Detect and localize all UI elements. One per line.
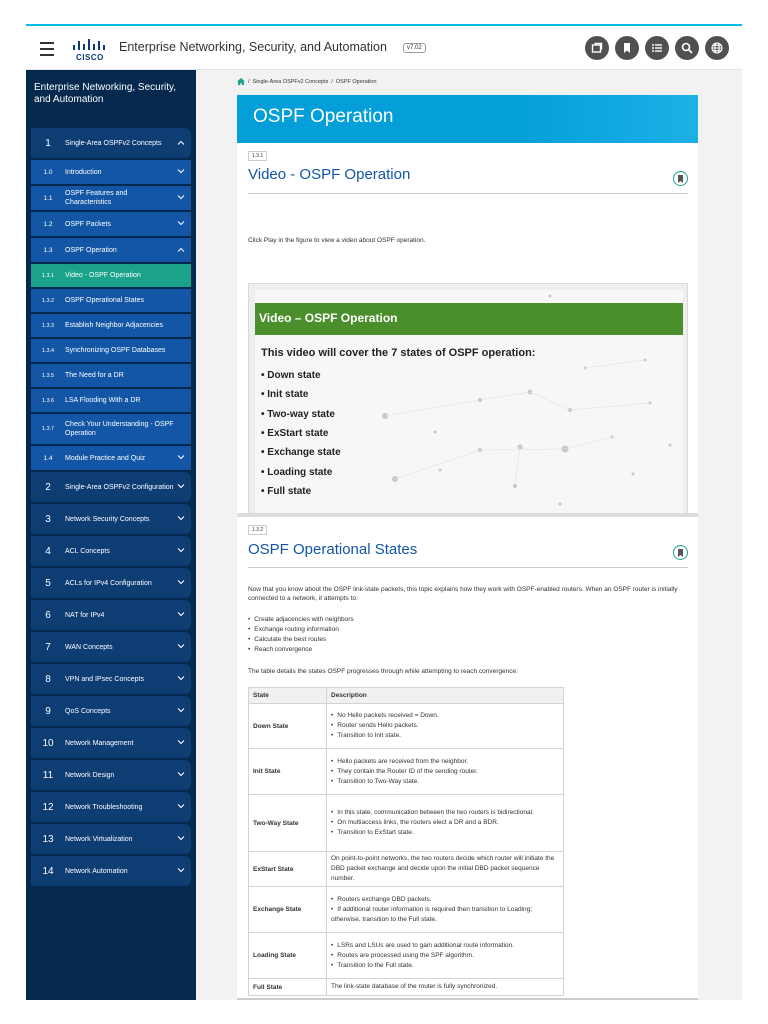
video-state-item [261, 409, 335, 420]
version-badge: v7.02 [403, 43, 426, 53]
chevron-down-icon[interactable] [175, 772, 187, 779]
chevron-down-icon[interactable] [175, 455, 187, 462]
video-state-item [261, 447, 341, 458]
sidebar-item-number: 1.2 [43, 220, 53, 228]
sidebar-item-label: ACLs for IPv4 Configuration [65, 579, 152, 587]
state-cell: Init State [249, 749, 327, 795]
section-title: OSPF Operational States [248, 541, 418, 558]
video-state-item [261, 389, 308, 400]
chevron-down-icon[interactable] [175, 740, 187, 747]
sidebar-item-label: OSPF Operation [65, 246, 117, 254]
description-item: • Transition to ExStart state. [331, 828, 559, 838]
list-item: • Reach convergence [248, 645, 354, 655]
chevron-down-icon[interactable] [175, 580, 187, 587]
sidebar-item-label: Single-Area OSPFv2 Concepts [65, 139, 162, 147]
description-item: • Routes are processed using the SPF algorithm. [331, 951, 559, 961]
sidebar-item-number: 7 [45, 641, 51, 653]
section-title: Video - OSPF Operation [248, 166, 411, 183]
table-row [249, 749, 564, 795]
state-cell: Exchange State [249, 887, 327, 933]
sidebar-item-label: QoS Concepts [65, 707, 111, 715]
sidebar-item-label: Network Virtualization [65, 835, 133, 843]
description-cell [327, 795, 564, 852]
sidebar-item[interactable] [31, 289, 191, 312]
main-content [237, 70, 698, 1000]
sidebar-item-label: Module Practice and Quiz [65, 454, 146, 462]
section-bookmark-icon[interactable] [673, 545, 688, 560]
section-text: Click Play in the figure to view a video about OSPF operation. [248, 237, 426, 244]
breadcrumb-item[interactable]: Single-Area OSPFv2 Concepts [252, 78, 329, 85]
video-title-bar [255, 303, 683, 335]
state-cell: Two-Way State [249, 795, 327, 852]
bullet-glyph: • [261, 370, 268, 381]
sidebar-item-number: 1.3.3 [41, 322, 55, 329]
description-item: • Transition to Init state. [331, 731, 559, 741]
state-cell: Loading State [249, 933, 327, 979]
sidebar-item-label: Synchronizing OSPF Databases [65, 347, 166, 354]
sidebar-item-label: Network Automation [65, 867, 128, 875]
app-title: Enterprise Networking, Security, and Automation [119, 40, 387, 54]
sidebar-item-number: 1.3.1 [41, 272, 55, 279]
video-state-label: Full state [267, 485, 312, 497]
video-state-label: ExStart state [267, 427, 329, 439]
sidebar-item[interactable] [31, 504, 191, 534]
chevron-down-icon[interactable] [175, 548, 187, 555]
goal-list [248, 615, 354, 655]
sidebar-item-label: ACL Concepts [65, 547, 110, 555]
sidebar-item-number: 12 [42, 801, 54, 813]
sidebar-item-label: Establish Neighbor Adjacencies [65, 322, 164, 329]
sidebar-item-label: Network Design [65, 771, 115, 779]
table-header-row [249, 688, 564, 704]
state-cell: Down State [249, 704, 327, 749]
sidebar-item-number: 1.3.2 [41, 297, 55, 304]
video-frame[interactable] [255, 290, 683, 514]
sidebar-item-label: WAN Concepts [65, 643, 113, 651]
sidebar-item-label: Network Security Concepts [65, 515, 150, 523]
sidebar-item[interactable] [31, 314, 191, 337]
table-header-state: State [249, 688, 327, 704]
window-icon[interactable] [585, 36, 609, 60]
chevron-down-icon[interactable] [175, 804, 187, 811]
sidebar-item-number: 1.3.5 [41, 372, 55, 379]
section-video-card [237, 143, 698, 515]
section-divider [248, 193, 688, 194]
description-text: The link-state database of the router is fully synchronized. [331, 983, 498, 990]
page-banner [237, 95, 698, 143]
sidebar-item-number: 13 [42, 833, 54, 845]
search-icon[interactable] [675, 36, 699, 60]
chevron-down-icon[interactable] [175, 836, 187, 843]
description-item: • Transition to the Full state. [331, 961, 559, 971]
description-item: • Transition to Two-Way state. [331, 777, 559, 787]
bullet-glyph: • [261, 466, 268, 478]
sidebar-item[interactable] [31, 446, 191, 470]
table-header-description: Description [327, 688, 564, 704]
sidebar-item[interactable] [31, 760, 191, 790]
sidebar-item[interactable] [31, 128, 191, 158]
sidebar-item-number: 1.1 [43, 194, 53, 202]
sidebar-item[interactable] [31, 414, 191, 444]
bullet-glyph: • [261, 389, 268, 401]
chevron-down-icon[interactable] [175, 195, 187, 202]
sidebar-item-number: 5 [45, 577, 51, 589]
state-cell: Full State [249, 979, 327, 996]
chevron-up-icon[interactable] [175, 247, 187, 254]
video-intro: This video will cover the 7 states of OSPF operation: [261, 347, 536, 359]
state-cell: ExStart State [249, 852, 327, 887]
description-item: • Router sends Hello packets. [331, 721, 559, 731]
chevron-down-icon[interactable] [175, 868, 187, 875]
sidebar-item-number: 1.0 [43, 168, 53, 176]
description-cell [327, 979, 564, 996]
sidebar-item[interactable] [31, 728, 191, 758]
sidebar-item[interactable] [31, 472, 191, 502]
list-item: • Exchange routing information [248, 625, 354, 635]
bullet-glyph: • [261, 427, 268, 439]
chevron-down-icon[interactable] [175, 676, 187, 683]
description-list [331, 757, 559, 787]
sidebar [26, 70, 196, 1000]
table-row [249, 979, 564, 996]
description-cell [327, 749, 564, 795]
breadcrumb-separator: / [248, 78, 250, 85]
sidebar-item-number: 14 [42, 865, 54, 877]
video-state-label: Loading state [267, 466, 333, 478]
table-intro: The table details the states OSPF progresses through while attempting to reach convergence: [248, 668, 518, 675]
description-item: • On multiaccess links, the routers elect a DR and a BDR. [331, 818, 559, 828]
description-cell [327, 887, 564, 933]
sidebar-item[interactable] [31, 664, 191, 694]
bullet-glyph: • [261, 485, 268, 497]
sidebar-item-number: 1.3.4 [41, 347, 55, 354]
sidebar-item[interactable] [31, 824, 191, 854]
chevron-up-icon[interactable] [175, 140, 187, 147]
description-item: • No Hello packets received = Down. [331, 711, 559, 721]
list-item: • Calculate the best routes [248, 635, 354, 645]
sidebar-item[interactable] [31, 600, 191, 630]
sidebar-item-label: The Need for a DR [65, 372, 124, 379]
description-item: • Hello packets are received from the neighbor. [331, 757, 559, 767]
chevron-down-icon[interactable] [175, 516, 187, 523]
video-state-item [261, 467, 332, 478]
sidebar-item[interactable] [31, 212, 191, 236]
globe-icon[interactable] [705, 36, 729, 60]
header [26, 26, 742, 70]
sidebar-item-number: 2 [45, 481, 51, 493]
sidebar-item[interactable] [31, 696, 191, 726]
sidebar-item-label: Check Your Understanding - OSPF Operation [65, 421, 174, 437]
video-state-label: Down state [267, 370, 321, 381]
video-state-label: Exchange state [267, 447, 341, 459]
sidebar-item[interactable] [31, 389, 191, 412]
description-text: On point-to-point networks, the two routers decide which router will initiate the DBD packet exchange and decide upon the initial DBD packet sequence number. [331, 855, 555, 882]
sidebar-item[interactable] [31, 186, 191, 210]
description-list [331, 711, 559, 741]
table-row [249, 933, 564, 979]
list-icon[interactable] [645, 36, 669, 60]
description-cell [327, 704, 564, 749]
video-state-label: Two-way state [267, 408, 335, 420]
section-number: 1.3.1 [248, 151, 267, 161]
sidebar-item-label: Video - OSPF Operation [65, 272, 141, 279]
home-icon[interactable] [237, 78, 245, 85]
table-row [249, 852, 564, 887]
sidebar-item[interactable] [31, 238, 191, 262]
sidebar-item-number: 1.3 [43, 246, 53, 254]
section-bookmark-icon[interactable] [673, 171, 688, 186]
video-state-item [261, 486, 311, 497]
sidebar-item-label: Network Management [65, 739, 134, 747]
sidebar-item[interactable] [31, 264, 191, 287]
sidebar-title: Enterprise Networking, Security, and Automation [34, 82, 177, 105]
sidebar-item-number: 8 [45, 673, 51, 685]
chevron-down-icon[interactable] [175, 708, 187, 715]
sidebar-item-number: 1.4 [43, 454, 53, 462]
chevron-down-icon[interactable] [175, 169, 187, 176]
table-row [249, 795, 564, 852]
video-state-item [261, 428, 328, 439]
description-list [331, 941, 559, 971]
description-cell [327, 852, 564, 887]
breadcrumb-item[interactable]: OSPF Operation [335, 78, 377, 85]
table-row [249, 887, 564, 933]
sidebar-item-label: Single-Area OSPFv2 Configuration [65, 483, 174, 491]
sidebar-item-number: 1.3.7 [41, 426, 55, 432]
list-item: • Create adjacencies with neighbors [248, 615, 354, 625]
sidebar-item-number: 4 [45, 545, 51, 557]
sidebar-item-label: VPN and IPsec Concepts [65, 675, 144, 683]
chevron-down-icon[interactable] [175, 484, 187, 491]
bullet-glyph: • [261, 447, 268, 459]
sidebar-item[interactable] [31, 364, 191, 387]
sidebar-item[interactable] [31, 568, 191, 598]
sidebar-item-number: 9 [45, 705, 51, 717]
bottom-separator [237, 998, 698, 1000]
sidebar-item-label: OSPF Operational States [65, 297, 144, 304]
sidebar-item-label: LSA Flooding With a DR [65, 397, 141, 404]
video-title: Video – OSPF Operation [259, 311, 398, 325]
description-item: • Routers exchange DBD packets. [331, 895, 559, 905]
section-divider [248, 567, 688, 568]
description-list [331, 808, 559, 838]
cisco-logo-text: CISCO [76, 53, 104, 62]
sidebar-list [31, 128, 191, 888]
video-state-label: Init state [267, 389, 309, 401]
sidebar-item-number: 1 [45, 137, 51, 149]
sidebar-item-label: Network Troubleshooting [65, 803, 143, 811]
app-frame [26, 24, 742, 1000]
description-list [331, 895, 559, 925]
sidebar-item-number: 10 [42, 737, 54, 749]
sidebar-item[interactable] [31, 632, 191, 662]
breadcrumb-separator: / [331, 78, 333, 85]
chevron-down-icon[interactable] [175, 644, 187, 651]
breadcrumb [237, 78, 377, 85]
bullet-glyph: • [261, 408, 268, 420]
table-row [249, 704, 564, 749]
sidebar-item[interactable] [31, 160, 191, 184]
chevron-down-icon[interactable] [175, 221, 187, 228]
sidebar-item[interactable] [31, 536, 191, 566]
description-item: • They contain the Router ID of the sending router. [331, 767, 559, 777]
hamburger-menu-icon[interactable] [40, 38, 54, 58]
sidebar-item-label: OSPF Packets [65, 220, 111, 228]
page-title: OSPF Operation [253, 106, 394, 127]
description-item: • LSRs and LSUs are used to gain additional route information. [331, 941, 559, 951]
bookmark-icon[interactable] [615, 36, 639, 60]
sidebar-item[interactable] [31, 792, 191, 822]
description-item: • If additional router information is required then transition to Loading; otherwise, transition to the Full state. [331, 905, 559, 925]
sidebar-item[interactable] [31, 339, 191, 362]
sidebar-item-label: Introduction [65, 168, 102, 176]
description-item: • In this state, communication between the two routers is bidirectional. [331, 808, 559, 818]
sidebar-item-number: 3 [45, 513, 51, 525]
ospf-states-table [248, 687, 564, 996]
video-state-item [261, 370, 321, 381]
intro-paragraph: Now that you know about the OSPF link-state packets, this topic explains how they work with OSPF-enabled routers. When an OSPF router is initially connected to a network, it attempts to: [248, 586, 678, 602]
chevron-down-icon[interactable] [175, 612, 187, 619]
sidebar-item-number: 1.3.6 [41, 397, 55, 404]
video-player[interactable] [248, 283, 688, 519]
sidebar-item[interactable] [31, 856, 191, 886]
description-cell [327, 933, 564, 979]
sidebar-item-number: 6 [45, 609, 51, 621]
sidebar-item-label: NAT for IPv4 [65, 611, 105, 619]
sidebar-item-label: OSPF Features and Characteristics [65, 190, 128, 206]
sidebar-item-number: 11 [42, 769, 54, 781]
section-number: 1.3.2 [248, 525, 267, 535]
